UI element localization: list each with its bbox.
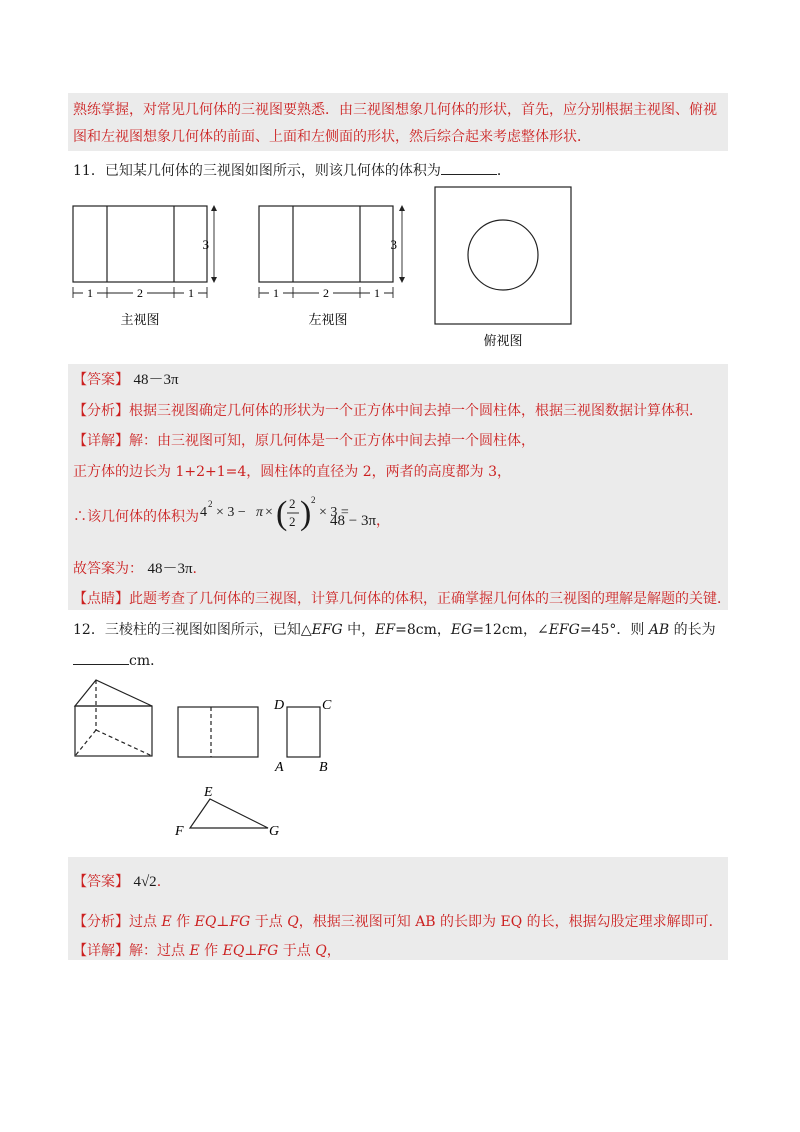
q12-analysis-a: 过点 [129,914,162,930]
q12-detail-a: 解：过点 [129,943,190,959]
q11-analysis-text: 根据三视图确定几何体的形状为一个正方体中间去掉一个圆柱体，根据三视图数据计算体积． [129,403,703,419]
q12-answer-value: 4√2 [133,874,157,890]
left-dim-2: 2 [323,286,329,300]
label-a: A [275,760,284,775]
q12-stem-3: =8cm， [395,622,451,638]
q11-detail-text-1: 解：由三视图可知，原几何体是一个正方体中间去掉一个圆柱体， [129,433,535,449]
q11-detail-tag: 【详解】 [73,433,129,449]
q11-three-views-figure [66,184,586,354]
top-view-label: 俯视图 [483,333,523,348]
q12-stem-line-2 [73,651,164,671]
label-g: G [269,824,280,839]
q12-answer-tag: 【答案】 [73,874,129,890]
q12-analysis-tag: 【分析】 [73,914,129,930]
q12-analysis-perp: EQ⊥FG [194,914,251,930]
q11-stem-text: 11．已知某几何体的三视图如图所示，则该几何体的体积为 [73,163,441,179]
left-dim-3: 1 [374,286,380,300]
q12-detail-point-q: Q [315,943,327,959]
q12-prism-figure [66,672,366,842]
q11-detail-3-prefix: ∴该几何体的体积为 [73,509,199,525]
label-c: C [322,698,332,713]
q11-answer-value: 48－3π [133,372,179,388]
q11-final-prefix: 故答案为： [73,561,143,577]
q12-stem-line2-text: cm． [129,653,165,669]
svg-text:× 3 =: × 3 = [319,505,349,520]
svg-text:2: 2 [289,514,296,529]
front-height-label: 3 [202,237,209,252]
q12-efg-angle: EFG [548,622,580,638]
intro-line-1: 熟练掌握，对常见几何体的三视图要熟悉．由三视图想象几何体的形状，首先，应分别根据主视图、俯视 [73,102,717,118]
svg-text:2: 2 [311,495,316,505]
front-dim-2: 2 [137,286,143,300]
q12-answer [73,872,161,892]
q11-detail-3 [73,507,199,527]
q12-ab: AB [648,622,670,638]
front-dim-1: 1 [87,286,93,300]
q11-comment-tag: 【点睛】 [73,591,129,607]
q12-detail-b: 作 [199,943,223,959]
q12-stem [73,620,716,640]
q11-detail-3-result [330,511,390,531]
svg-text:π: π [256,505,264,520]
front-dim-3: 1 [188,286,194,300]
q12-ef: EF [375,622,396,638]
q11-detail-2: 正方体的边长为 1+2+1=4，圆柱体的直径为 2，两者的高度都为 3， [73,464,511,480]
q11-answer [73,370,179,390]
q12-detail-c: 于点 [278,943,316,959]
q11-final [73,559,197,579]
label-f: F [175,824,184,839]
intro-line-2: 图和左视图想象几何体的前面、上面和左侧面的形状，然后综合起来考虑整体形状． [73,129,591,145]
prism-side-view [273,698,332,775]
label-b: B [319,760,328,775]
prism-front-view [178,707,258,757]
q12-analysis [73,912,723,932]
top-view [435,187,571,348]
q12-answer-suffix: . [156,874,162,890]
q11-comment-text: 此题考查了几何体的三视图，计算几何体的体积，正确掌握几何体的三视图的理解是解题的关键． [129,591,731,607]
front-view-label: 主视图 [120,312,160,327]
q12-detail-tag: 【详解】 [73,943,129,959]
left-dim-1: 1 [273,286,279,300]
q12-detail-d: ， [326,943,341,959]
front-view [73,205,217,327]
q11-stem [73,161,511,181]
q11-stem-end: ． [496,163,511,179]
svg-text:2: 2 [289,496,296,511]
left-view [259,205,405,327]
q11-final-suffix: . [192,561,197,577]
q11-answer-blank [441,161,497,175]
q12-analysis-c: 于点 [250,914,288,930]
svg-text:×: × [265,505,273,520]
q11-final-value: 48－3π [147,561,193,577]
prism-solid [75,680,152,756]
label-d: D [274,698,285,713]
q12-detail-point-e: E [189,943,200,959]
svg-text:): ) [300,495,312,532]
q12-stem-1: 12．三棱柱的三视图如图所示，已知△ [73,622,312,638]
svg-text:(: ( [276,495,288,532]
q11-comment [73,589,731,609]
svg-text:2: 2 [208,499,213,509]
q11-analysis [73,401,703,421]
q12-stem-6: 的长为 [669,622,716,638]
q12-stem-2: 中， [342,622,376,638]
q12-analysis-point-e: E [161,914,172,930]
q12-detail-perp: EQ⊥FG [222,943,279,959]
q11-answer-tag: 【答案】 [73,372,129,388]
q11-detail-3-suffix: ， [376,513,391,529]
q12-detail [73,941,341,961]
svg-text:× 3 −: × 3 − [216,505,246,520]
left-view-label: 左视图 [308,312,348,327]
q11-detail-3-result-value: 48 − 3π [330,513,377,529]
left-height-label: 3 [390,237,397,252]
q12-efg: EFG [311,622,343,638]
q12-eg: EG [450,622,473,638]
q12-answer-blank [73,651,129,665]
label-e: E [204,785,213,800]
q12-stem-4: =12cm，∠ [472,622,549,638]
q11-analysis-tag: 【分析】 [73,403,129,419]
q11-detail-1 [73,431,535,451]
q12-stem-5: =45°．则 [579,622,649,638]
triangle-efg [174,785,279,839]
svg-text:4: 4 [200,505,207,520]
q12-analysis-point-q: Q [287,914,299,930]
q12-analysis-d: ，根据三视图可知 AB 的长即为 EQ 的长，根据勾股定理求解即可． [298,914,723,930]
q12-analysis-b: 作 [171,914,195,930]
